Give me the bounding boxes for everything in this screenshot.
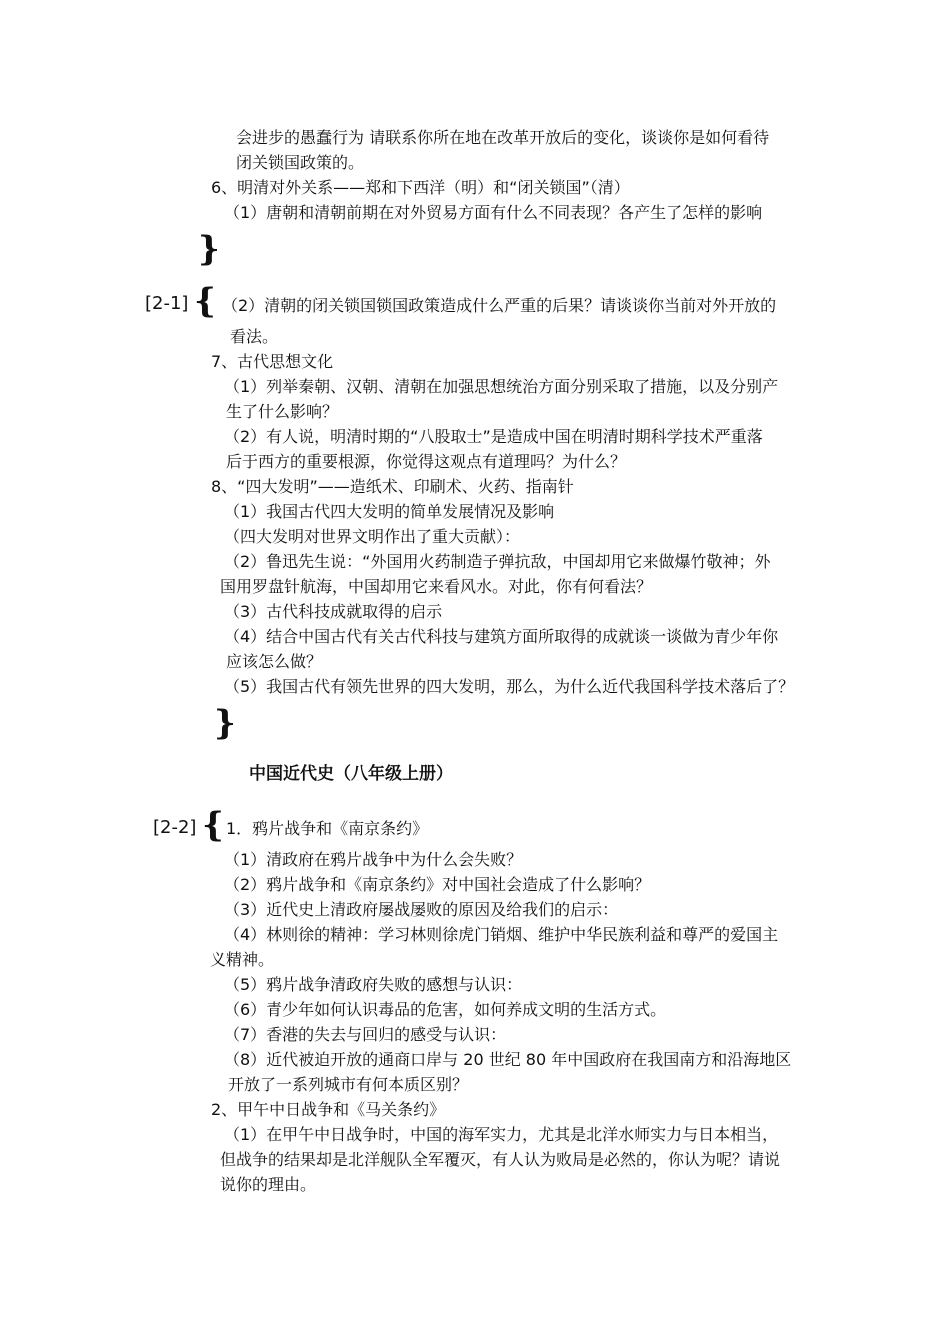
text-line: 开放了一系列城市有何本质区别？ <box>228 1075 469 1094</box>
question-line: （1）列举秦朝、汉朝、清朝在加强思想统治方面分别采取了措施，以及分别产 <box>224 377 779 396</box>
text-line: 后于西方的重要根源，你觉得这观点有道理吗？为什么？ <box>226 452 627 471</box>
question-line: （1）清政府在鸦片战争中为什么会失败？ <box>224 850 523 869</box>
question-line: （1）我国古代四大发明的简单发展情况及影响 <box>224 502 555 521</box>
question-line: （4）林则徐的精神：学习林则徐虎门销烟、维护中华民族利益和尊严的爱国主 <box>224 925 779 944</box>
question-line: （2）鸦片战争和《南京条约》对中国社会造成了什么影响？ <box>224 875 651 894</box>
question-line: （5）鸦片战争清政府失败的感想与认识： <box>224 975 523 994</box>
question-line: （2）鲁迅先生说：“外国用火药制造子弹抗敌，中国却用它来做爆竹敬神；外 <box>224 552 771 571</box>
question-line: （1）唐朝和清朝前期在对外贸易方面有什么不同表现？各产生了怎样的影响 <box>224 203 763 222</box>
question-line: （1）在甲午中日战争时，中国的海军实力，尤其是北洋水师实力与日本相当， <box>224 1125 779 1144</box>
text-line: 会进步的愚蠢行为 请联系你所在地在改革开放后的变化，谈谈你是如何看待 <box>236 128 770 147</box>
open-brace: { <box>202 805 224 845</box>
chapter-title: 中国近代史（八年级上册） <box>249 764 453 784</box>
section-heading: 8、“四大发明”——造纸术、印刷术、火药、指南针 <box>211 477 574 496</box>
text-line: 看法。 <box>230 327 279 346</box>
question-line: （7）香港的失去与回归的感受与认识： <box>224 1025 507 1044</box>
text-line: 说你的理由。 <box>220 1175 317 1194</box>
text-line: 义精神。 <box>210 950 275 969</box>
close-brace: } <box>214 703 236 743</box>
question-line: （2）有人说，明清时期的“八股取士”是造成中国在明清时期科学技术严重落 <box>224 427 763 446</box>
section-heading: 1．鸦片战争和《南京条约》 <box>226 819 429 838</box>
question-line: （8）近代被迫开放的通商口岸与 20 世纪 80 年中国政府在我国南方和沿海地区 <box>224 1050 792 1069</box>
section-tag: [2-2] <box>153 817 197 838</box>
close-brace: } <box>198 229 220 269</box>
section-heading: 7、古代思想文化 <box>211 352 334 371</box>
section-tag: [2-1] <box>145 293 189 314</box>
text-line: 国用罗盘针航海，中国却用它来看风水。对此，你有何看法？ <box>220 577 653 596</box>
question-line: （3）近代史上清政府屡战屡败的原因及给我们的启示： <box>224 900 619 919</box>
question-line: （4）结合中国古代有关古代科技与建筑方面所取得的成就谈一谈做为青少年你 <box>224 627 779 646</box>
question-line: （2）清朝的闭关锁国锁国政策造成什么严重的后果？请谈谈你当前对外开放的 <box>222 296 777 315</box>
section-heading: 2、甲午中日战争和《马关条约》 <box>211 1100 446 1119</box>
section-heading: 6、明清对外关系——郑和下西洋（明）和“闭关锁国”（清） <box>211 178 630 197</box>
text-line: 但战争的结果却是北洋舰队全军覆灭，有人认为败局是必然的，你认为呢？请说 <box>220 1150 781 1169</box>
open-brace: { <box>194 281 216 321</box>
question-line: （6）青少年如何认识毒品的危害，如何养成文明的生活方式。 <box>224 1000 667 1019</box>
text-line: （四大发明对世界文明作出了重大贡献）： <box>224 527 521 546</box>
text-line: 应该怎么做？ <box>226 652 323 671</box>
question-line: （3）古代科技成就取得的启示 <box>224 602 443 621</box>
text-line: 生了什么影响？ <box>226 402 339 421</box>
text-line: 闭关锁国政策的。 <box>236 153 365 172</box>
question-line: （5）我国古代有领先世界的四大发明，那么，为什么近代我国科学技术落后了？ <box>224 677 795 696</box>
